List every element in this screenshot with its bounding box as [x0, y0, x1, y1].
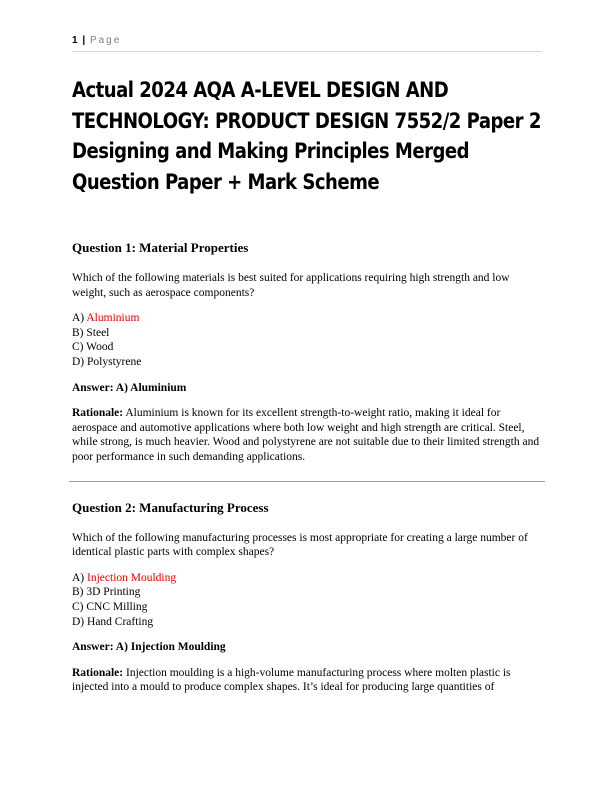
question-prompt: Which of the following manufacturing processes is most appropriate for creating a large number of identical plastic parts with complex shapes?	[72, 531, 528, 559]
option-letter: C)	[72, 341, 87, 354]
question-heading: Question 2: Manufacturing Process	[72, 499, 269, 515]
option-text-correct: Injection Moulding	[87, 571, 177, 584]
section-divider	[69, 481, 545, 482]
option-b	[72, 585, 542, 600]
document-body	[72, 240, 542, 706]
answer-line: Answer: A) Aluminium	[72, 381, 187, 394]
option-letter: B)	[72, 326, 87, 339]
option-letter: B)	[72, 586, 87, 599]
rationale-text: Injection moulding is a high-volume manufacturing process where molten plastic is injected into a mould to produce complex shapes. It’s ideal for producing large quantities of	[72, 666, 511, 694]
page-header	[72, 35, 542, 52]
document-title: Actual 2024 AQA A-LEVEL DESIGN AND TECHNOLOGY: PRODUCT DESIGN 7552/2 Paper 2 Designing and Making Principles Merged Question Paper + Mark Scheme	[72, 78, 541, 194]
rationale-paragraph	[72, 406, 542, 464]
rationale-label: Rationale:	[72, 666, 124, 679]
option-text: Wood	[86, 341, 114, 354]
option-c	[72, 340, 542, 355]
option-text: Polystyrene	[87, 355, 142, 368]
option-letter: D)	[72, 355, 88, 368]
option-b	[72, 326, 542, 341]
option-text: Steel	[86, 326, 110, 339]
option-letter: A)	[72, 571, 88, 584]
option-list	[72, 311, 542, 369]
option-letter: A)	[72, 312, 87, 325]
option-c	[72, 600, 542, 615]
rationale-paragraph	[72, 666, 542, 695]
question-prompt: Which of the following materials is best suited for applications requiring high strength and low weight, such as aerospace components?	[72, 272, 510, 299]
rationale-label: Rationale:	[72, 407, 124, 420]
option-d	[72, 355, 542, 370]
option-a	[72, 311, 542, 326]
question-2	[72, 500, 542, 695]
question-heading: Question 1: Material Properties	[72, 240, 249, 255]
answer-line: Answer: A) Injection Moulding	[72, 641, 226, 654]
option-list	[72, 571, 542, 629]
header-separator: |	[82, 35, 86, 46]
option-text: 3D Printing	[86, 586, 141, 599]
option-d	[72, 615, 542, 630]
page-number: 1	[72, 35, 78, 46]
option-letter: D)	[72, 615, 88, 628]
option-letter: C)	[72, 600, 87, 613]
option-text: CNC Milling	[86, 600, 148, 613]
option-a	[72, 571, 542, 586]
rationale-text: Aluminium is known for its excellent strength-to-weight ratio, making it ideal for aerospace and automotive applications where both low weight and high strength are critical. Steel, while strong, is much heavier. Wood and polystyrene are not suitable due to their limited strength and poor performance in such demanding applications.	[72, 407, 540, 463]
option-text: Hand Crafting	[87, 615, 154, 628]
question-1	[72, 240, 542, 465]
option-text-correct: Aluminium	[86, 312, 140, 325]
page-label: Page	[89, 35, 122, 46]
